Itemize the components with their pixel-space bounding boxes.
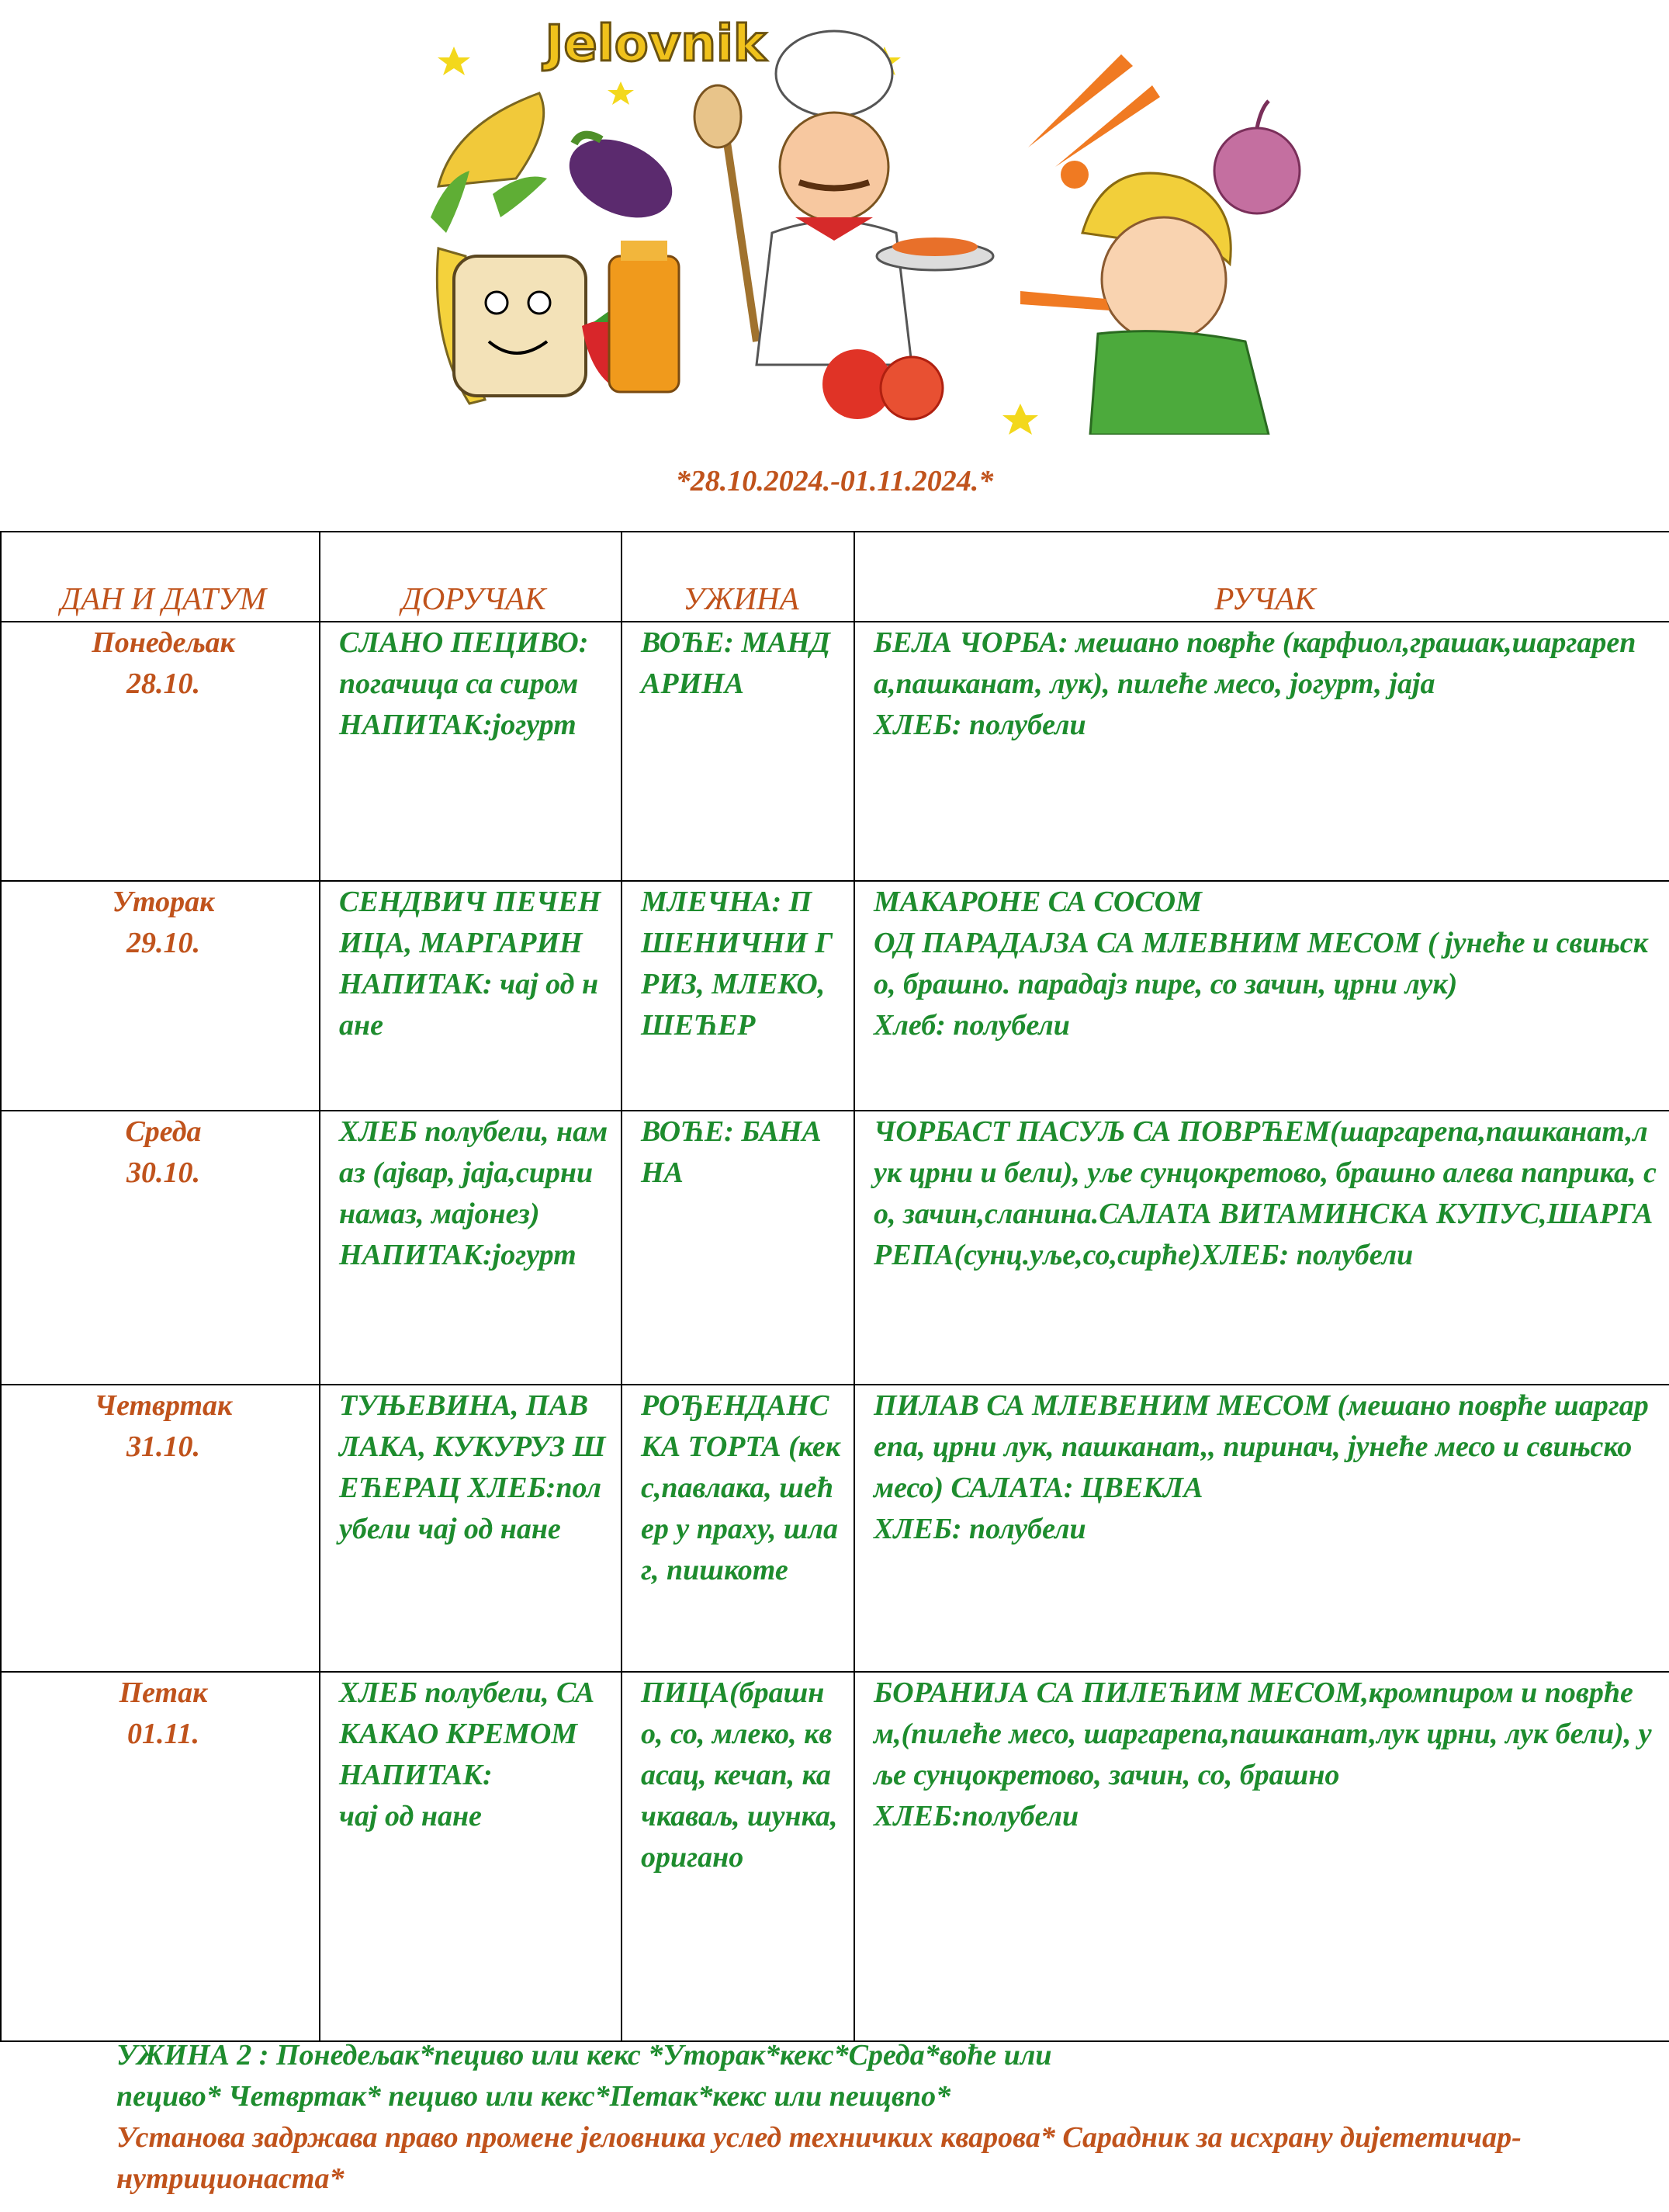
carrot-icon	[1028, 54, 1160, 189]
header-breakfast: ДОРУЧАК	[320, 532, 622, 622]
juice-bottle-icon	[609, 241, 679, 392]
menu-table	[0, 531, 1669, 2042]
day-date: 30.10.	[126, 1156, 200, 1189]
table-row	[1, 622, 1669, 881]
banner-title: Jelovnik	[545, 16, 767, 73]
snack-cell: МЛЕЧНА: ПШЕНИЧНИ ГРИЗ, МЛЕКО, ШЕЋЕР	[622, 881, 854, 1111]
day-name: Понедељак	[92, 626, 235, 659]
day-date: 31.10.	[126, 1430, 200, 1463]
menu-change-notice: Установа задржава право промене јеловника услед техничких кварова* Сарадник за исхрану дијететичар-нутриционаста*	[116, 2121, 1522, 2195]
table-row	[1, 881, 1669, 1111]
lunch-cell: МАКАРОНЕ СА СОСОМ ОД ПАРАДАЈЗА СА МЛЕВНИМ МЕСОМ ( јунеће и свињско, брашно. парадајз пире, со зачин, црни лук) Хлеб: полубели	[854, 881, 1669, 1111]
breakfast-cell: СЕНДВИЧ ПЕЧЕНИЦА, МАРГАРИН НАПИТАК: чај од нане	[320, 881, 622, 1111]
footer-notes	[116, 2035, 1637, 2200]
breakfast-cell: ХЛЕБ полубели, СА КАКАО КРЕМОМ НАПИТАК: чај од нане	[320, 1672, 622, 2041]
day-name: Четвртак	[94, 1389, 233, 1422]
day-date: 28.10.	[126, 667, 200, 700]
lunch-cell: ЧОРБАСТ ПАСУЉ СА ПОВРЋЕМ(шаргарепа,пашканат,лук црни и бели), уље сунцокретово, брашно алева паприка, со, зачин,сланина.САЛАТА ВИТАМИНСКА КУПУС,ШАРГАРЕПА(сунц.уље,со,сирће)ХЛЕБ: полубели	[854, 1111, 1669, 1385]
table-row	[1, 1672, 1669, 2041]
table-row	[1, 1111, 1669, 1385]
breakfast-cell: СЛАНО ПЕЦИВО: погачица са сиром НАПИТАК:јогурт	[320, 622, 622, 881]
snack-cell: ВОЋЕ: МАНДАРИНА	[622, 622, 854, 881]
snack-cell: ВОЋЕ: БАНАНА	[622, 1111, 854, 1385]
breakfast-cell: ХЛЕБ полубели, намаз (ајвар, јаја,сирни намаз, мајонез) НАПИТАК:јогурт	[320, 1111, 622, 1385]
day-name: Уторак	[112, 886, 215, 918]
sandwich-icon	[454, 256, 586, 396]
day-name: Петак	[119, 1676, 208, 1709]
lunch-cell: БЕЛА ЧОРБА: мешано поврће (карфиол,грашак,шаргарепа,пашканат, лук), пилеће месо, јогурт, јаја ХЛЕБ: полубели	[854, 622, 1669, 881]
boy-icon	[1020, 173, 1269, 435]
snack-cell: РОЂЕНДАНСКА ТОРТА (кекс,павлака, шећер у праху, шлаг, пишкоте	[622, 1385, 854, 1672]
header-day: ДАН И ДАТУМ	[1, 532, 320, 622]
day-name: Среда	[125, 1115, 202, 1148]
lunch-cell: ПИЛАВ СА МЛЕВЕНИМ МЕСОМ (мешано поврће шаргарепа, црни лук, пашканат,, пиринач, јунеће месо и свињско месо) САЛАТА: ЦВЕКЛА ХЛЕБ: полубели	[854, 1385, 1669, 1672]
header-lunch: РУЧАК	[854, 532, 1669, 622]
banner-illustration	[423, 0, 1307, 435]
chef-icon	[694, 31, 993, 365]
day-cell	[1, 622, 320, 881]
header-snack: УЖИНА	[622, 532, 854, 622]
date-range: *28.10.2024.-01.11.2024.*	[675, 465, 994, 498]
snack-cell: ПИЦА(брашно, со, млеко, квасац, кечап, качкаваљ, шунка, оригано	[622, 1672, 854, 2041]
eggplant-icon	[557, 124, 685, 234]
day-cell	[1, 1385, 320, 1672]
day-cell	[1, 881, 320, 1111]
table-row	[1, 1385, 1669, 1672]
header-row	[1, 532, 1669, 622]
lunch-cell: БОРАНИЈА СА ПИЛЕЋИМ МЕСОМ,кромпиром и поврћем,(пилеће месо, шаргарепа,пашканат,лук црни, лук бели), уље сунцокретово, зачин, со, брашно ХЛЕБ:полубели	[854, 1672, 1669, 2041]
day-date: 01.11.	[127, 1718, 199, 1750]
day-cell	[1, 1672, 320, 2041]
onion-icon	[1214, 101, 1300, 213]
breakfast-cell: ТУЊЕВИНА, ПАВЛАКА, КУКУРУЗ ШЕЋЕРАЦ ХЛЕБ:полубели чај од нане	[320, 1385, 622, 1672]
snack2-line1: УЖИНА 2 : Понедељак*пециво или кекс *Уторак*кекс*Среда*воће или	[116, 2039, 1052, 2072]
day-cell	[1, 1111, 320, 1385]
corn-icon	[431, 93, 547, 233]
snack2-line2: пециво* Четвртак* пециво или кекс*Петак*кекс или пеицвпо*	[116, 2080, 951, 2113]
day-date: 29.10.	[126, 927, 200, 959]
